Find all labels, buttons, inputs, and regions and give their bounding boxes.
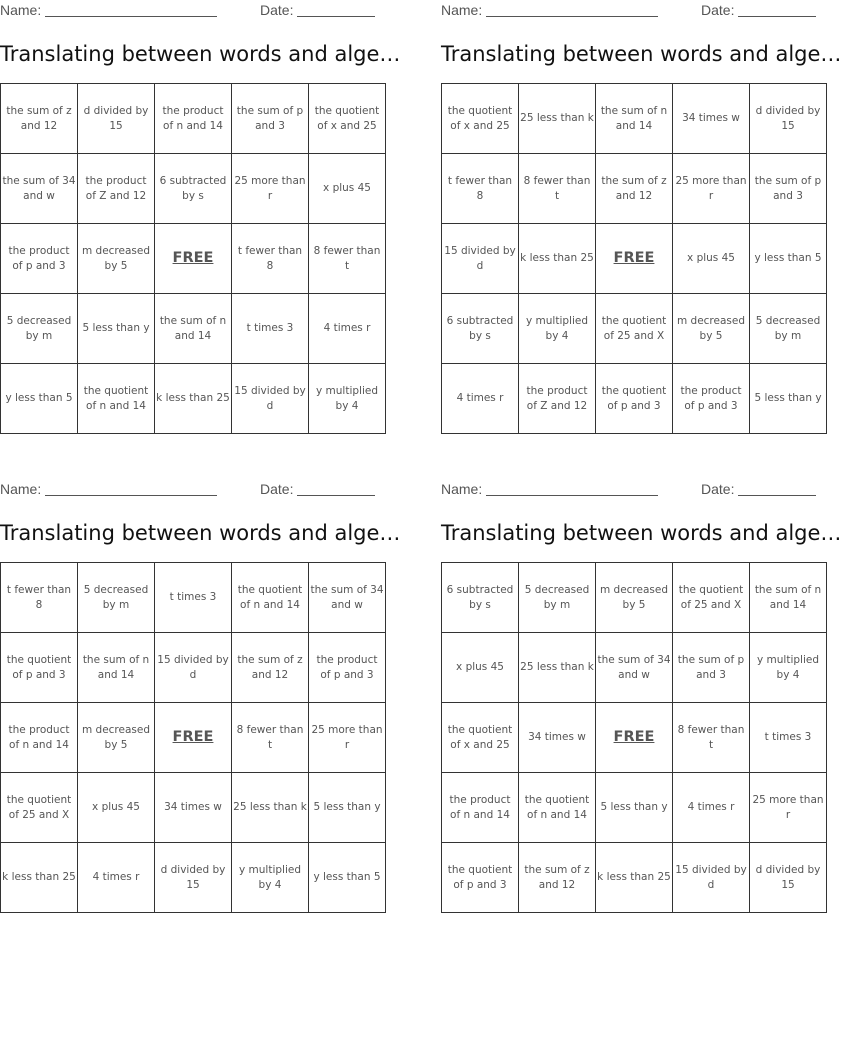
bingo-cell: the product of n and 14	[1, 703, 78, 773]
name-label: Name:	[0, 481, 42, 497]
free-cell: FREE	[596, 224, 673, 294]
bingo-cell: the sum of z and 12	[596, 154, 673, 224]
grid-row	[442, 773, 827, 843]
card-title: Translating between words and alge…	[441, 42, 841, 66]
name-date-header	[0, 0, 375, 22]
card-title: Translating between words and alge…	[441, 521, 841, 545]
bingo-cell: 25 less than k	[519, 633, 596, 703]
date-label: Date:	[260, 2, 294, 18]
bingo-cell: m decreased by 5	[596, 563, 673, 633]
bingo-card-2	[441, 0, 841, 412]
bingo-cell: the sum of z and 12	[519, 843, 596, 913]
bingo-cell: 4 times r	[78, 843, 155, 913]
grid-row	[442, 364, 827, 434]
card-title: Translating between words and alge…	[0, 521, 401, 545]
bingo-cell: the product of n and 14	[155, 84, 232, 154]
bingo-cell: the quotient of x and 25	[309, 84, 386, 154]
grid-row	[1, 563, 386, 633]
bingo-cell: x plus 45	[673, 224, 750, 294]
bingo-cell: k less than 25	[155, 364, 232, 434]
bingo-cell: m decreased by 5	[673, 294, 750, 364]
grid-row	[442, 563, 827, 633]
bingo-cell: t fewer than 8	[442, 154, 519, 224]
grid-row	[1, 773, 386, 843]
bingo-cell: 6 subtracted by s	[442, 563, 519, 633]
free-cell: FREE	[596, 703, 673, 773]
bingo-cell: the quotient of n and 14	[519, 773, 596, 843]
bingo-cell: y less than 5	[309, 843, 386, 913]
grid-row	[1, 633, 386, 703]
bingo-cell: 5 less than y	[596, 773, 673, 843]
bingo-cell: 15 divided by d	[155, 633, 232, 703]
name-blank	[45, 481, 217, 496]
bingo-cell: 25 more than r	[673, 154, 750, 224]
bingo-grid	[0, 562, 386, 913]
name-label: Name:	[0, 2, 42, 18]
bingo-cell: y less than 5	[1, 364, 78, 434]
grid-row	[442, 224, 827, 294]
bingo-cell: 34 times w	[155, 773, 232, 843]
date-blank	[297, 2, 375, 17]
bingo-cell: the quotient of p and 3	[442, 843, 519, 913]
bingo-cell: the sum of n and 14	[155, 294, 232, 364]
bingo-cell: the quotient of 25 and X	[673, 563, 750, 633]
grid-row	[1, 154, 386, 224]
bingo-cell: the sum of p and 3	[750, 154, 827, 224]
name-label: Name:	[441, 2, 483, 18]
bingo-cell: y multiplied by 4	[232, 843, 309, 913]
bingo-cell: t times 3	[232, 294, 309, 364]
bingo-cell: the sum of z and 12	[232, 633, 309, 703]
bingo-cell: k less than 25	[519, 224, 596, 294]
grid-row	[442, 843, 827, 913]
bingo-cell: x plus 45	[442, 633, 519, 703]
bingo-cell: 4 times r	[673, 773, 750, 843]
date-blank	[738, 2, 816, 17]
card-title: Translating between words and alge…	[0, 42, 401, 66]
bingo-cell: the quotient of 25 and X	[1, 773, 78, 843]
bingo-cell: the quotient of 25 and X	[596, 294, 673, 364]
bingo-cell: 34 times w	[673, 84, 750, 154]
bingo-cell: the product of p and 3	[673, 364, 750, 434]
bingo-cell: the quotient of n and 14	[78, 364, 155, 434]
bingo-cell: the sum of z and 12	[1, 84, 78, 154]
bingo-card-3	[0, 479, 401, 891]
bingo-grid	[0, 83, 386, 434]
bingo-cell: the quotient of p and 3	[1, 633, 78, 703]
bingo-cell: 8 fewer than t	[673, 703, 750, 773]
date-blank	[738, 481, 816, 496]
free-cell: FREE	[155, 703, 232, 773]
bingo-cell: 34 times w	[519, 703, 596, 773]
bingo-cell: the sum of n and 14	[750, 563, 827, 633]
bingo-cell: y multiplied by 4	[309, 364, 386, 434]
bingo-cell: the sum of 34 and w	[596, 633, 673, 703]
date-blank	[297, 481, 375, 496]
bingo-cell: 25 less than k	[232, 773, 309, 843]
bingo-card-1	[0, 0, 401, 412]
grid-row	[442, 154, 827, 224]
bingo-cell: 5 decreased by m	[750, 294, 827, 364]
bingo-cell: 8 fewer than t	[309, 224, 386, 294]
bingo-cell: t times 3	[155, 563, 232, 633]
bingo-cell: 25 more than r	[750, 773, 827, 843]
bingo-cell: 4 times r	[309, 294, 386, 364]
bingo-cell: 8 fewer than t	[519, 154, 596, 224]
bingo-cell: the product of n and 14	[442, 773, 519, 843]
name-date-header	[441, 479, 816, 501]
bingo-cell: the quotient of x and 25	[442, 703, 519, 773]
bingo-cell: y multiplied by 4	[519, 294, 596, 364]
bingo-cell: d divided by 15	[78, 84, 155, 154]
bingo-cell: 8 fewer than t	[232, 703, 309, 773]
name-blank	[486, 2, 658, 17]
bingo-cell: 15 divided by d	[442, 224, 519, 294]
bingo-cell: 25 more than r	[309, 703, 386, 773]
bingo-cell: 6 subtracted by s	[442, 294, 519, 364]
bingo-cell: 6 subtracted by s	[155, 154, 232, 224]
bingo-cell: the quotient of n and 14	[232, 563, 309, 633]
bingo-cell: 25 more than r	[232, 154, 309, 224]
bingo-cell: the product of p and 3	[1, 224, 78, 294]
bingo-cell: d divided by 15	[750, 843, 827, 913]
bingo-cell: the sum of 34 and w	[1, 154, 78, 224]
free-cell: FREE	[155, 224, 232, 294]
bingo-cell: x plus 45	[78, 773, 155, 843]
bingo-cell: k less than 25	[1, 843, 78, 913]
bingo-cell: the quotient of x and 25	[442, 84, 519, 154]
bingo-cell: x plus 45	[309, 154, 386, 224]
bingo-cell: k less than 25	[596, 843, 673, 913]
bingo-cell: 15 divided by d	[232, 364, 309, 434]
bingo-cell: 4 times r	[442, 364, 519, 434]
name-blank	[45, 2, 217, 17]
bingo-card-4	[441, 479, 841, 891]
date-label: Date:	[701, 2, 735, 18]
bingo-cell: m decreased by 5	[78, 224, 155, 294]
bingo-cell: the sum of n and 14	[596, 84, 673, 154]
grid-row	[1, 294, 386, 364]
grid-row	[442, 633, 827, 703]
bingo-cell: 5 less than y	[78, 294, 155, 364]
bingo-cell: t fewer than 8	[232, 224, 309, 294]
bingo-cell: 5 decreased by m	[519, 563, 596, 633]
name-date-header	[441, 0, 816, 22]
bingo-cell: the sum of p and 3	[232, 84, 309, 154]
bingo-grid	[441, 83, 827, 434]
bingo-cell: the sum of 34 and w	[309, 563, 386, 633]
grid-row	[442, 703, 827, 773]
bingo-cell: the sum of p and 3	[673, 633, 750, 703]
bingo-cell: 5 decreased by m	[78, 563, 155, 633]
bingo-cell: t times 3	[750, 703, 827, 773]
bingo-cell: the quotient of p and 3	[596, 364, 673, 434]
bingo-cell: 5 decreased by m	[1, 294, 78, 364]
bingo-cell: t fewer than 8	[1, 563, 78, 633]
bingo-cell: 5 less than y	[750, 364, 827, 434]
bingo-cell: 5 less than y	[309, 773, 386, 843]
bingo-cell: 25 less than k	[519, 84, 596, 154]
grid-row	[442, 84, 827, 154]
bingo-cell: the product of p and 3	[309, 633, 386, 703]
bingo-cell: the sum of n and 14	[78, 633, 155, 703]
bingo-cell: y multiplied by 4	[750, 633, 827, 703]
bingo-cell: d divided by 15	[155, 843, 232, 913]
name-date-header	[0, 479, 375, 501]
bingo-grid	[441, 562, 827, 913]
grid-row	[1, 703, 386, 773]
bingo-cell: 15 divided by d	[673, 843, 750, 913]
grid-row	[442, 294, 827, 364]
date-label: Date:	[701, 481, 735, 497]
bingo-cell: y less than 5	[750, 224, 827, 294]
bingo-cell: d divided by 15	[750, 84, 827, 154]
grid-row	[1, 84, 386, 154]
grid-row	[1, 364, 386, 434]
name-label: Name:	[441, 481, 483, 497]
date-label: Date:	[260, 481, 294, 497]
bingo-cell: the product of Z and 12	[78, 154, 155, 224]
bingo-cell: m decreased by 5	[78, 703, 155, 773]
bingo-cell: the product of Z and 12	[519, 364, 596, 434]
grid-row	[1, 843, 386, 913]
grid-row	[1, 224, 386, 294]
name-blank	[486, 481, 658, 496]
